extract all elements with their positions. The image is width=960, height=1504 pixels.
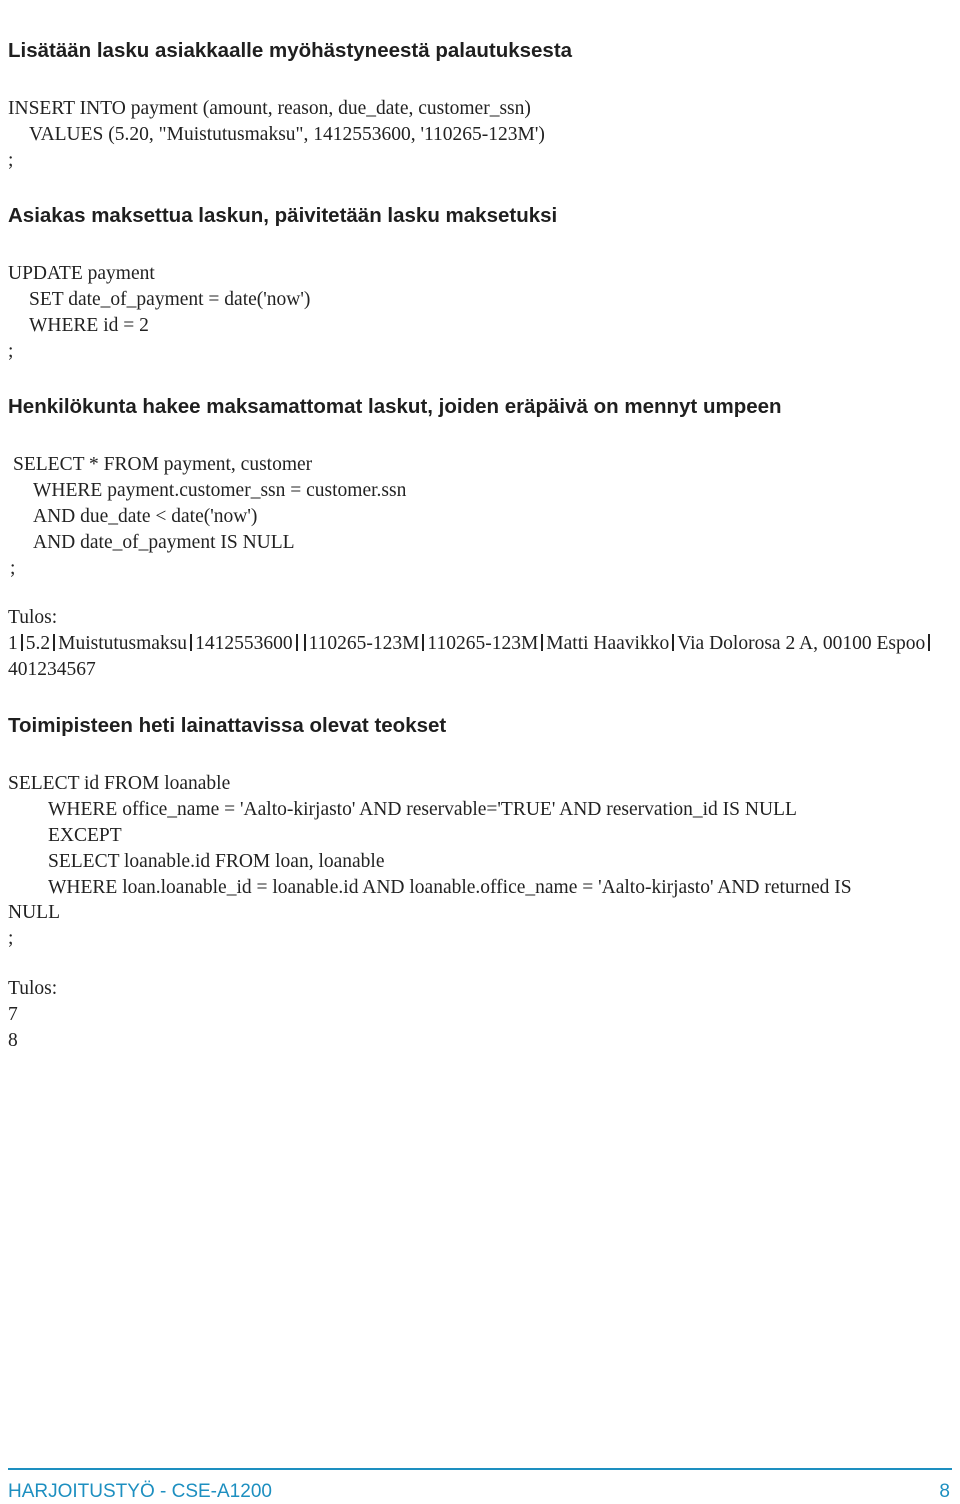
code-line: NULL <box>8 902 60 923</box>
code-line: INSERT INTO payment (amount, reason, due_date, customer_ssn) <box>8 98 531 119</box>
code-line: WHERE office_name = 'Aalto-kirjasto' AND reservable='TRUE' AND reservation_id IS NULL <box>48 799 797 820</box>
code-line: VALUES (5.20, "Muistutusmaksu", 1412553600, '110265-123M') <box>29 124 545 145</box>
result-cell: 401234567 <box>8 659 96 680</box>
code-line: AND date_of_payment IS NULL <box>33 532 295 553</box>
section-heading-update-payment: Asiakas maksettua laskun, päivitetään lasku maksetuksi <box>8 204 558 227</box>
section-heading-unpaid-payments: Henkilökunta hakee maksamattomat laskut, joiden eräpäivä on mennyt umpeen <box>8 395 782 418</box>
column-separator <box>928 634 930 651</box>
result-value: 7 <box>8 1004 18 1025</box>
column-separator <box>190 634 192 651</box>
page-number: 8 <box>939 1481 950 1502</box>
result-cell: 1412553600 <box>195 633 293 654</box>
code-line: WHERE payment.customer_ssn = customer.ssn <box>33 480 407 501</box>
column-separator <box>21 634 23 651</box>
code-line: SET date_of_payment = date('now') <box>29 289 311 310</box>
code-line: ; <box>8 150 14 171</box>
section-heading-insert-payment: Lisätään lasku asiakkaalle myöhästyneestä palautuksesta <box>8 39 573 62</box>
result-cell: Via Dolorosa 2 A, 00100 Espoo <box>677 633 926 654</box>
column-separator <box>672 634 674 651</box>
result-row <box>8 631 948 683</box>
code-line: SELECT * FROM payment, customer <box>13 454 313 475</box>
code-line: EXCEPT <box>48 825 122 846</box>
result-label: Tulos: <box>8 978 58 999</box>
column-separator <box>296 634 298 651</box>
result-cell: 5.2 <box>25 633 51 654</box>
code-line: WHERE loan.loanable_id = loanable.id AND loanable.office_name = 'Aalto-kirjasto' AND returned IS <box>48 877 852 898</box>
code-line: ; <box>8 341 14 362</box>
column-separator <box>53 634 55 651</box>
code-line: UPDATE payment <box>8 263 155 284</box>
result-cell: 110265-123M <box>427 633 539 654</box>
result-cell: 1 <box>8 633 18 654</box>
result-cell: 110265-123M <box>308 633 420 654</box>
section-heading-available-items: Toimipisteen heti lainattavissa olevat teokset <box>8 714 447 737</box>
column-separator <box>541 634 543 651</box>
result-value: 8 <box>8 1030 18 1051</box>
column-separator <box>422 634 424 651</box>
code-line: SELECT id FROM loanable <box>8 773 231 794</box>
column-separator <box>304 634 306 651</box>
footer-divider <box>8 1468 952 1470</box>
footer-title: HARJOITUSTYÖ - CSE-A1200 <box>8 1481 272 1502</box>
result-label: Tulos: <box>8 607 58 628</box>
result-cell: Matti Haavikko <box>546 633 670 654</box>
result-cell: Muistutusmaksu <box>58 633 188 654</box>
code-line: ; <box>10 558 16 579</box>
code-line: ; <box>8 928 14 949</box>
code-line: WHERE id = 2 <box>29 315 149 336</box>
code-line: SELECT loanable.id FROM loan, loanable <box>48 851 385 872</box>
code-line: AND due_date < date('now') <box>33 506 258 527</box>
